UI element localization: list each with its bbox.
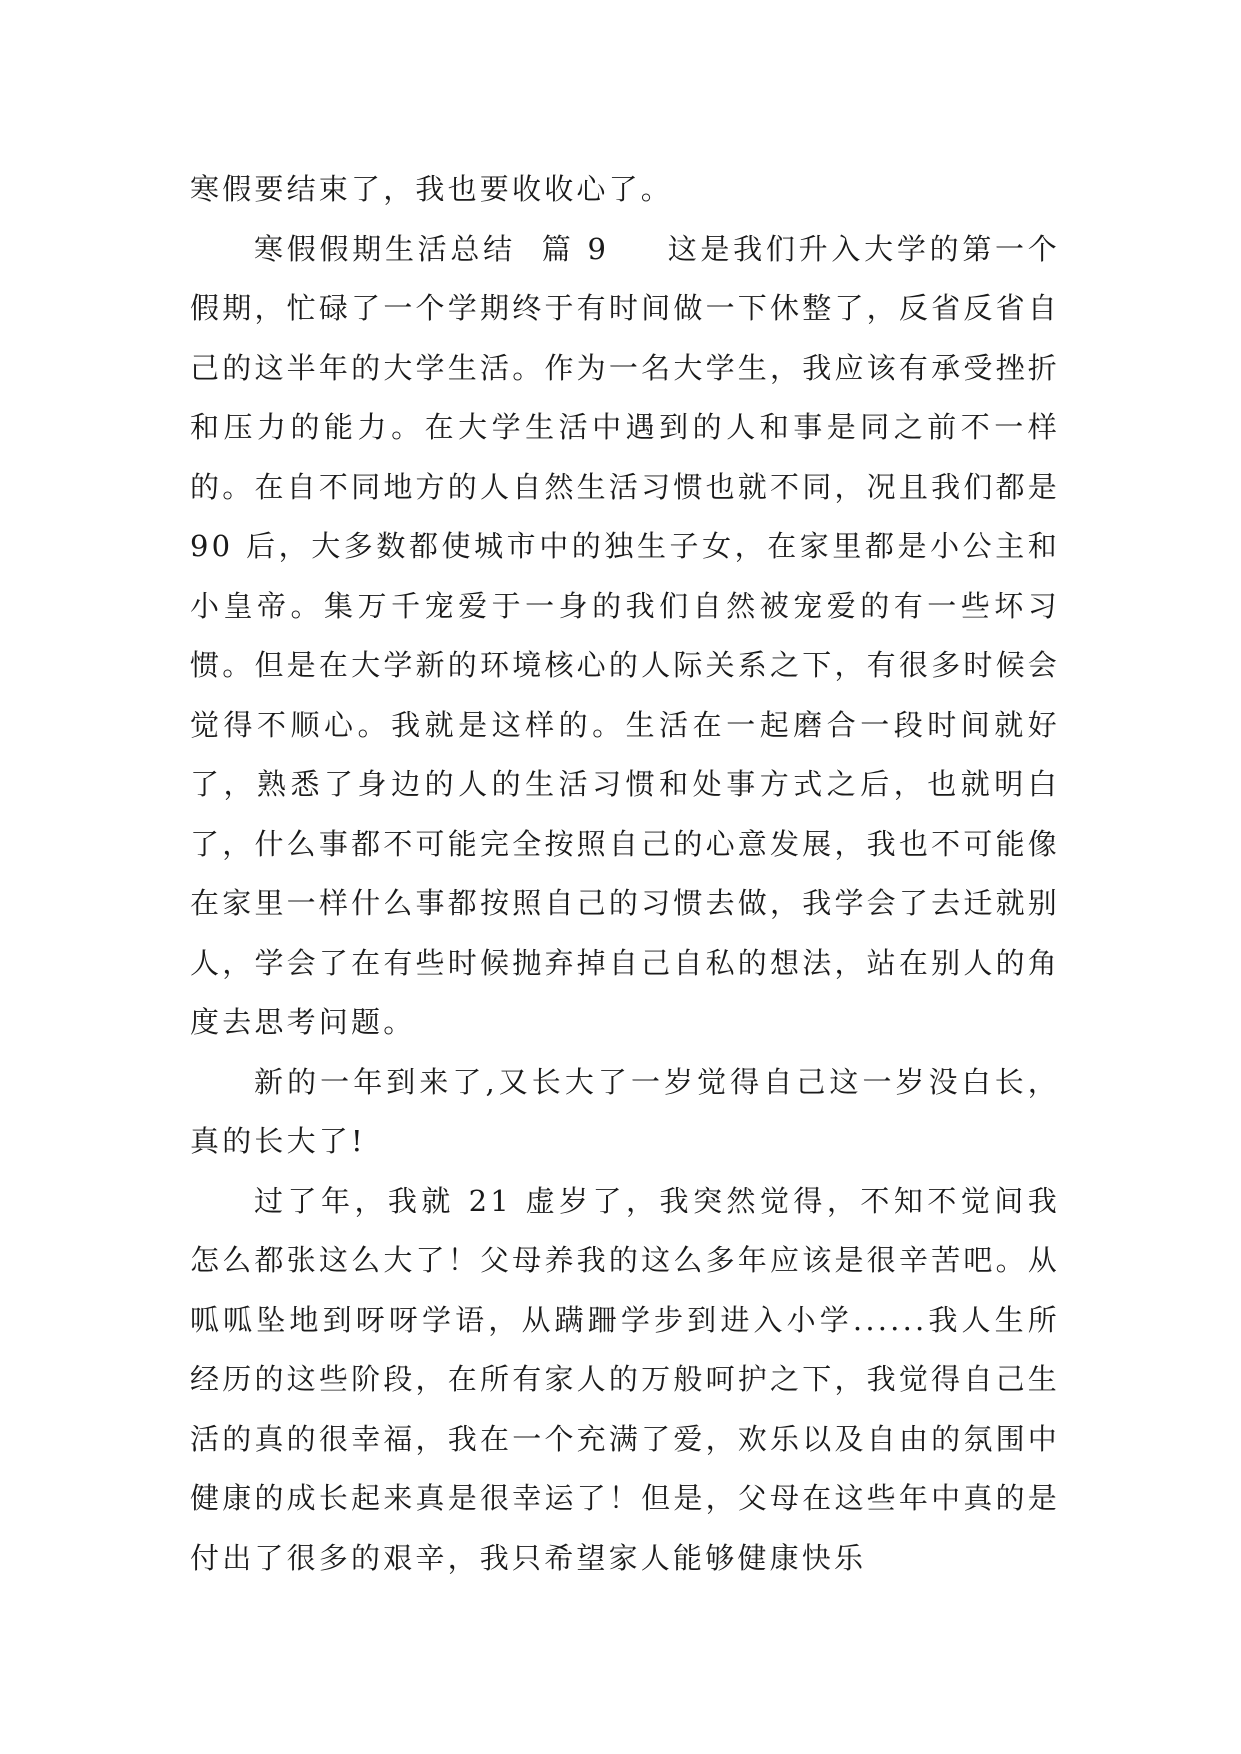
document-body: [190, 160, 1060, 1588]
section-heading: 寒假假期生活总结 篇 9: [254, 231, 610, 266]
paragraph-parents: 过了年，我就 21 虚岁了，我突然觉得，不知不觉间我怎么都张这么大了！父母养我的这么多年应该是很辛苦吧。从呱呱坠地到呀呀学语，从蹒跚学步到进入小学......我人生所经历的这些阶段，在所有家人的万般呵护之下，我觉得自己生活的真的很幸福，我在一个充满了爱，欢乐以及自由的氛围中健康的成长起来真是很幸运了！但是，父母在这些年中真的是付出了很多的艰辛，我只希望家人能够健康快乐: [190, 1183, 1060, 1575]
paragraph-summary-9-text: 这是我们升入大学的第一个假期，忙碌了一个学期终于有时间做一下休整了，反省反省自己的这半年的大学生活。作为一名大学生，我应该有承受挫折和压力的能力。在大学生活中遇到的人和事是同之前不一样的。在自不同地方的人自然生活习惯也就不同，况且我们都是 90 后，大多数都使城市中的独生子女，在家里都是小公主和小皇帝。集万千宠爱于一身的我们自然被宠爱的有一些坏习惯。但是在大学新的环境核心的人际关系之下，有很多时候会觉得不顺心。我就是这样的。生活在一起磨合一段时间就好了，熟悉了身边的人的生活习惯和处事方式之后，也就明白了，什么事都不可能完全按照自己的心意发展，我也不可能像在家里一样什么事都按照自己的习惯去做，我学会了去迁就别人，学会了在有些时候抛弃掉自己自私的想法，站在别人的角度去思考问题。: [190, 231, 1060, 1039]
paragraph-closing: 寒假要结束了，我也要收收心了。: [190, 172, 674, 206]
paragraph-new-year: 新的一年到来了,又长大了一岁觉得自己这一岁没白长，真的长大了!: [190, 1064, 1060, 1158]
paragraph-summary-9: [190, 220, 1060, 1053]
